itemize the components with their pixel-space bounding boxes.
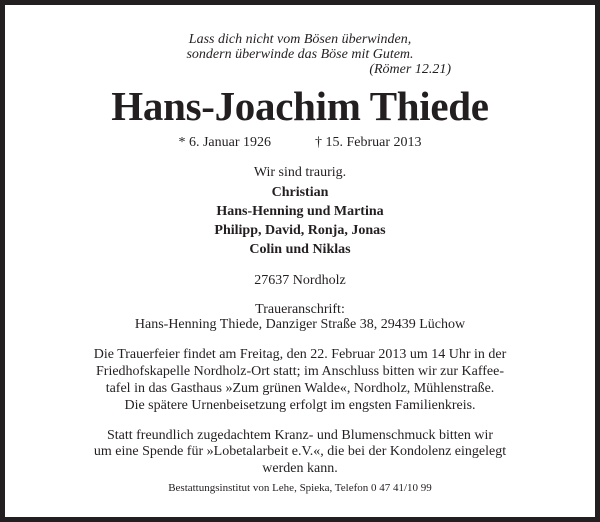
birth-date: * 6. Januar 1926 [178, 135, 271, 150]
address-value: Hans-Henning Thiede, Danziger Straße 38, 29439 Lüchow [134, 317, 466, 332]
funeral-line: Friedhofskapelle Nordholz-Ort statt; im Anschluss bitten wir zur Kaffee- [96, 364, 504, 379]
quote-line: Lass dich nicht vom Bösen überwinden, [188, 32, 412, 47]
mourner: Philipp, David, Ronja, Jonas [214, 223, 386, 238]
mourner: Hans-Henning und Martina [216, 204, 384, 219]
donation-line: werden kann. [262, 461, 338, 476]
mourner: Christian [271, 185, 329, 200]
address-label: Traueranschrift: [255, 302, 345, 317]
donation-line: Statt freundlich zugedachtem Kranz- und Blumenschmuck bitten wir [106, 428, 494, 443]
deceased-name: Hans-Joachim Thiede [111, 83, 489, 129]
life-dates [0, 135, 600, 151]
mourning-text: Wir sind traurig. [253, 165, 347, 180]
donation-line: um eine Spende für »Lobetalarbeit e.V.«, die bei der Kondolenz eingelegt [93, 444, 507, 459]
quote-source: (Römer 12.21) [369, 62, 451, 77]
mourner: Colin und Niklas [249, 242, 351, 257]
funeral-line: Die spätere Urnenbeisetzung erfolgt im engsten Familienkreis. [124, 398, 476, 413]
death-date: † 15. Februar 2013 [315, 135, 422, 150]
place: 27637 Nordholz [254, 273, 346, 288]
funeral-home: Bestattungsinstitut von Lehe, Spieka, Telefon 0 47 41/10 99 [168, 482, 432, 494]
funeral-line: Die Trauerfeier findet am Freitag, den 22. Februar 2013 um 14 Uhr in der [93, 347, 507, 362]
quote-line: sondern überwinde das Böse mit Gutem. [186, 47, 414, 62]
funeral-line: tafel in das Gasthaus »Zum grünen Walde«, Nordholz, Mühlenstraße. [105, 381, 495, 396]
